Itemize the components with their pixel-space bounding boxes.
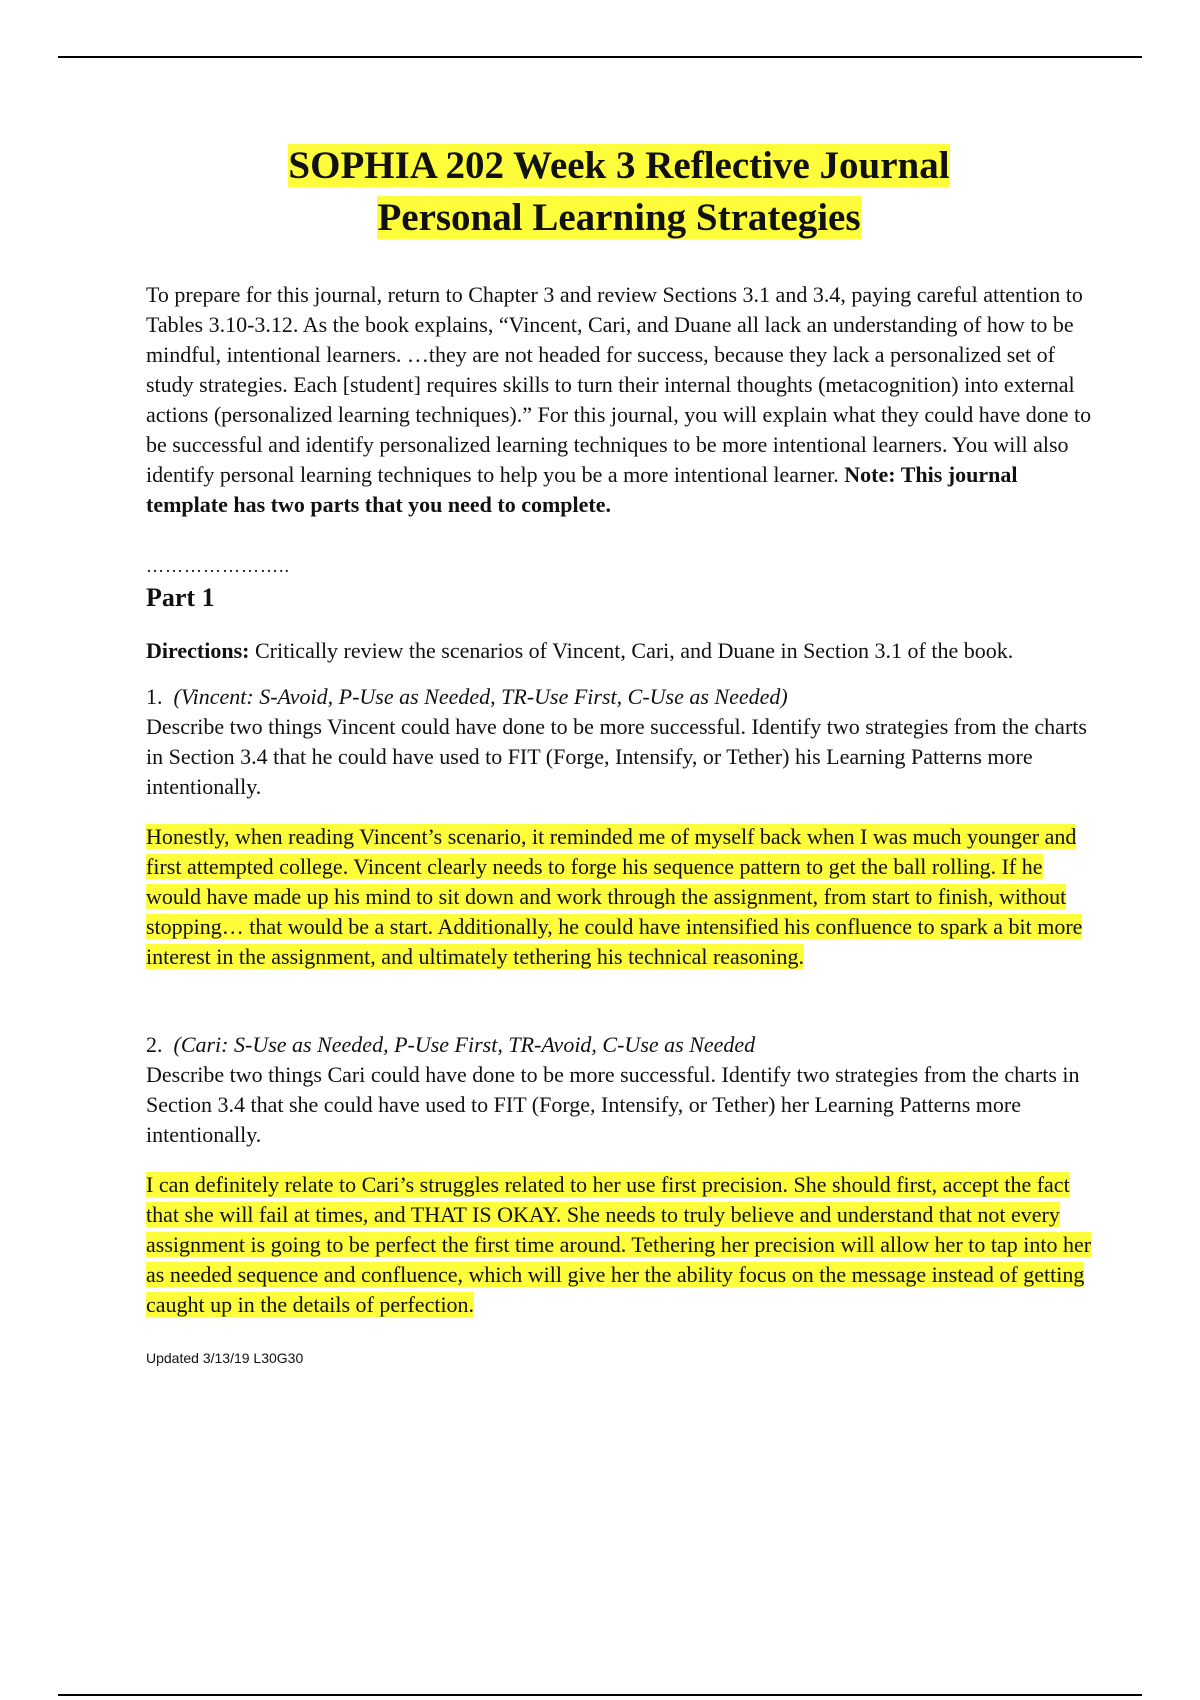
intro-paragraph	[146, 280, 1092, 520]
question-1-number: 1.	[146, 684, 163, 709]
intro-note: Note: This journal template has two parts that you need to complete.	[146, 462, 1018, 517]
question-2-answer-text: I can definitely relate to Cari’s struggles related to her use first precision. She should first, accept the fact that she will fail at times, and THAT IS OKAY. She needs to truly believe and understand that not every assignment is going to be perfect the first time around. Tethering her precision will allow her to tap into her as needed sequence and confluence, which will give her the ability focus on the message instead of getting caught up in the details of perfection.	[146, 1172, 1092, 1317]
directions-label: Directions:	[146, 638, 250, 663]
question-1-answer-text: Honestly, when reading Vincent’s scenario, it reminded me of myself back when I was much younger and first attempted college. Vincent clearly needs to forge his sequence pattern to get the ball rolling. If he would have made up his mind to sit down and work through the assignment, from start to finish, without stopping… that would be a start. Additionally, he could have intensified his confluence to spark a bit more interest in the assignment, and ultimately tethering his technical reasoning.	[146, 824, 1083, 969]
title-line-2: Personal Learning Strategies	[377, 196, 861, 239]
directions-paragraph	[146, 636, 1092, 666]
title-line-1: SOPHIA 202 Week 3 Reflective Journal	[288, 144, 950, 187]
question-1-prompt: Describe two things Vincent could have done to be more successful. Identify two strategies from the charts in Section 3.4 that he could have used to FIT (Forge, Intensify, or Tether) his Learning Patterns more intentionally.	[146, 714, 1087, 799]
top-rule	[58, 56, 1142, 58]
question-2-answer	[146, 1170, 1092, 1320]
question-2-tag: (Cari: S-Use as Needed, P-Use First, TR-Avoid, C-Use as Needed	[173, 1032, 756, 1057]
question-2-header	[146, 1030, 1092, 1060]
question-1-tag: (Vincent: S-Avoid, P-Use as Needed, TR-Use First, C-Use as Needed)	[173, 684, 788, 709]
intro-text: To prepare for this journal, return to Chapter 3 and review Sections 3.1 and 3.4, paying careful attention to Tables 3.10-3.12. As the book explains, “Vincent, Cari, and Duane all lack an understanding of how to be mindful, intentional learners. …they are not headed for success, because they lack a personalized set of study strategies. Each [student] requires skills to turn their internal thoughts (metacognition) into external actions (personalized learning techniques).” For this journal, you will explain what they could have done to be successful and identify personalized learning techniques to be more intentional learners. You will also identify personal learning techniques to help you be a more intentional learner.	[146, 282, 1092, 487]
part-1-heading: Part 1	[146, 583, 215, 612]
bottom-rule	[58, 1694, 1142, 1696]
question-1-header	[146, 682, 1092, 712]
footer-updated: Updated 3/13/19 L30G30	[146, 1350, 304, 1366]
document-title	[146, 140, 1092, 244]
document-page	[146, 140, 1092, 1380]
question-2	[146, 1030, 1092, 1320]
question-1	[146, 682, 1092, 972]
question-2-number: 2.	[146, 1032, 163, 1057]
directions-text: Critically review the scenarios of Vincent, Cari, and Duane in Section 3.1 of the book.	[249, 638, 1014, 663]
question-2-prompt: Describe two things Cari could have done to be more successful. Identify two strategies from the charts in Section 3.4 that she could have used to FIT (Forge, Intensify, or Tether) her Learning Patterns more intentionally.	[146, 1062, 1080, 1147]
question-1-answer	[146, 822, 1092, 972]
separator-dots: …………………..	[146, 556, 290, 576]
